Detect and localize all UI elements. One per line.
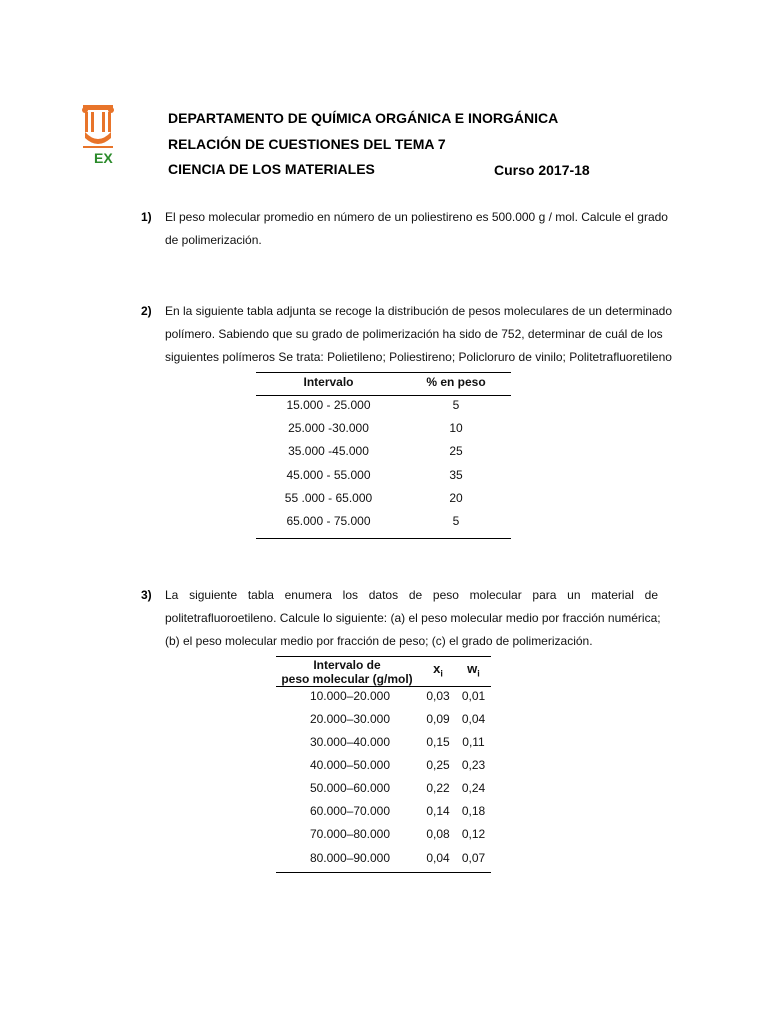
table-bottom-rule <box>276 872 491 873</box>
table-cell: 10 <box>449 421 463 435</box>
table-cell: 5 <box>452 514 460 528</box>
table-cell: 0,12 <box>461 827 486 841</box>
table-bottom-rule <box>256 538 511 539</box>
table-header-rule <box>276 686 491 687</box>
table-cell: 20.000–30.000 <box>309 712 391 726</box>
table-header-intervalo: Intervalo <box>303 375 354 389</box>
table-cell: 25 <box>449 444 463 458</box>
table-cell: 0,14 <box>426 804 450 818</box>
table-cell: 0,08 <box>426 827 450 841</box>
table-cell: 50.000–60.000 <box>309 781 391 795</box>
table-cell: 10.000–20.000 <box>309 689 391 703</box>
table-top-rule <box>256 372 511 373</box>
table-cell: 0,25 <box>426 758 450 772</box>
table-cell: 0,01 <box>461 689 486 703</box>
logo-text: EX <box>94 150 113 166</box>
table-cell: 45.000 - 55.000 <box>286 468 371 482</box>
table-cell: 20 <box>449 491 463 505</box>
table-cell: 35.000 -45.000 <box>288 444 369 458</box>
table-header-wi: $w_i$ <box>467 661 480 679</box>
table-header-xi: $x_i$ <box>433 661 443 679</box>
subject-title: CIENCIA DE LOS MATERIALES <box>168 161 375 177</box>
university-logo <box>80 104 120 166</box>
table-cell: 0,11 <box>462 735 485 749</box>
table-cell: 40.000–50.000 <box>309 758 391 772</box>
question-3-line-3: (b) el peso molecular medio por fracción de peso; (c) el grado de polimerización. <box>165 634 593 648</box>
table-cell: 65.000 - 75.000 <box>286 514 371 528</box>
table-cell: 0,23 <box>461 758 486 772</box>
table-cell: 25.000 -30.000 <box>288 421 369 435</box>
table-cell: 0,04 <box>461 712 486 726</box>
table-cell: 0,09 <box>426 712 450 726</box>
question-3-line-1: La siguiente tabla enumera los datos de peso molecular para un material de <box>165 588 658 602</box>
table-header-rule <box>256 395 511 396</box>
question-2-line-1: En la siguiente tabla adjunta se recoge la distribución de pesos moleculares de un determinado <box>165 304 672 318</box>
table-cell: 0,04 <box>426 851 450 865</box>
question-3-line-2: politetrafluoroetileno. Calcule lo siguiente: (a) el peso molecular medio por fracción numérica; <box>165 611 661 625</box>
question-1-line-2: de polimerización. <box>165 233 262 247</box>
table-cell: 80.000–90.000 <box>309 851 391 865</box>
table-cell: 0,18 <box>461 804 486 818</box>
table-top-rule <box>276 656 491 657</box>
course-year: Curso 2017-18 <box>494 162 590 178</box>
table-header-percent: % en peso <box>426 375 486 389</box>
question-2-line-3: siguientes polímeros Se trata: Polietileno; Poliestireno; Policloruro de vinilo; Politetrafluoretileno <box>165 350 672 364</box>
relacion-title: RELACIÓN DE CUESTIONES DEL TEMA 7 <box>168 136 446 152</box>
table-cell: 55 .000 - 65.000 <box>284 491 373 505</box>
table-cell: 0,24 <box>461 781 486 795</box>
table-cell: 0,03 <box>426 689 450 703</box>
table-header-intervalo: Intervalo de peso molecular (g/mol) <box>281 658 413 686</box>
question-2-number: 2) <box>141 304 152 318</box>
table-cell: 0,07 <box>461 851 486 865</box>
table-cell: 70.000–80.000 <box>309 827 391 841</box>
table-cell: 0,15 <box>426 735 450 749</box>
table-cell: 60.000–70.000 <box>309 804 391 818</box>
table-cell: 30.000–40.000 <box>309 735 391 749</box>
table-cell: 5 <box>452 398 460 412</box>
table-cell: 15.000 - 25.000 <box>286 398 371 412</box>
question-3-number: 3) <box>141 588 152 602</box>
question-1-number: 1) <box>141 210 152 224</box>
table-cell: 0,22 <box>426 781 450 795</box>
question-1-line-1: El peso molecular promedio en número de un poliestireno es 500.000 g / mol. Calcule el grado <box>165 210 668 224</box>
table-cell: 35 <box>449 468 463 482</box>
department-title: DEPARTAMENTO DE QUÍMICA ORGÁNICA E INORGÁNICA <box>168 110 559 126</box>
question-2-line-2: polímero. Sabiendo que su grado de polimerización ha sido de 752, determinar de cuál de los <box>165 327 663 341</box>
